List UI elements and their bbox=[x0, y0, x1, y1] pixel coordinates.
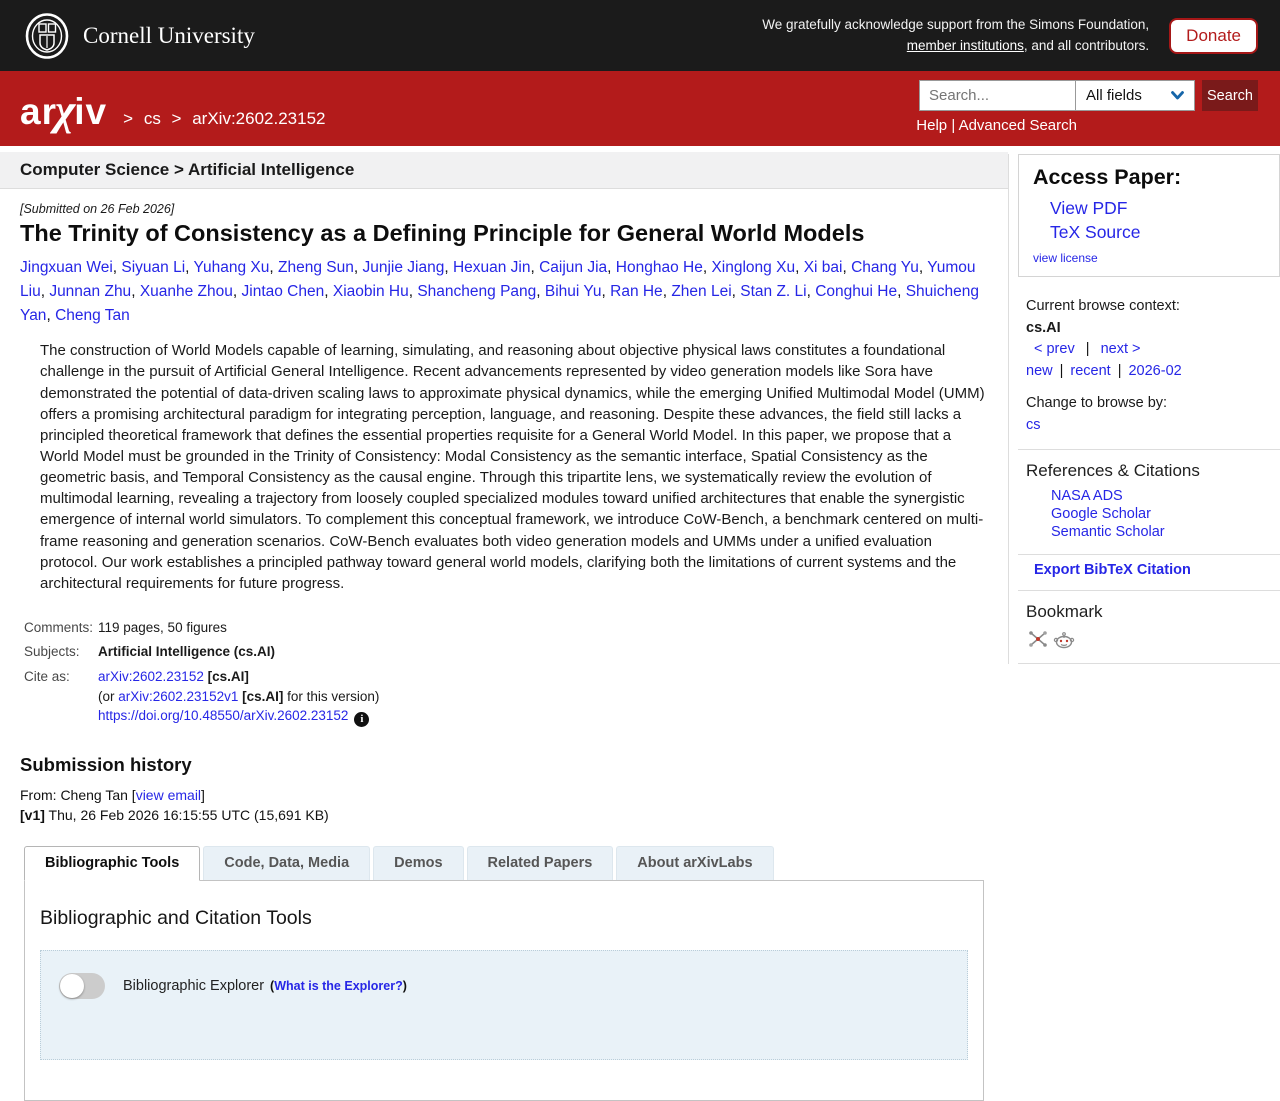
author-link[interactable]: Conghui He bbox=[815, 283, 898, 301]
tab-bibliographic-tools[interactable]: Bibliographic Tools bbox=[24, 846, 200, 881]
what-is-explorer-link[interactable]: What is the Explorer? bbox=[274, 978, 403, 993]
author-link[interactable]: Jingxuan Wei bbox=[20, 259, 113, 277]
arxivlabs-section bbox=[24, 846, 984, 1101]
author-link[interactable]: Caijun Jia bbox=[539, 259, 608, 277]
author-link[interactable]: Ran He bbox=[610, 283, 663, 301]
browse-cs-link[interactable]: cs bbox=[1026, 416, 1041, 433]
author-link[interactable]: Zhen Lei bbox=[671, 283, 732, 301]
table-row bbox=[24, 616, 379, 641]
submission-history bbox=[20, 754, 988, 826]
author-link[interactable]: Shuicheng Yan bbox=[20, 283, 979, 325]
references-citations-section bbox=[1018, 450, 1280, 555]
explorer-label: Bibliographic Explorer bbox=[123, 977, 265, 994]
author-link[interactable]: Stan Z. Li bbox=[740, 283, 807, 301]
labs-tab-bar bbox=[24, 846, 984, 880]
labs-panel-heading: Bibliographic and Citation Tools bbox=[40, 906, 312, 929]
author-link[interactable]: Yumou Liu bbox=[20, 259, 976, 301]
toggle-knob bbox=[60, 974, 84, 998]
new-link[interactable]: new bbox=[1026, 362, 1053, 379]
search-scope-select[interactable]: All fields bbox=[1076, 80, 1195, 111]
export-bibtex-link[interactable]: Export BibTeX Citation bbox=[1034, 562, 1191, 579]
view-license-link[interactable]: view license bbox=[1033, 251, 1098, 265]
view-pdf-link[interactable]: View PDF bbox=[1050, 198, 1128, 218]
search-input[interactable] bbox=[919, 80, 1076, 111]
breadcrumb-cs-link[interactable]: cs bbox=[143, 109, 161, 128]
submitter-line: From: Cheng Tan [view email] bbox=[20, 787, 205, 804]
sidebar bbox=[1008, 152, 1280, 1101]
subjects-value: Artificial Intelligence (cs.AI) bbox=[98, 644, 276, 660]
month-link[interactable]: 2026-02 bbox=[1128, 362, 1182, 379]
info-icon[interactable] bbox=[354, 712, 369, 727]
explorer-help-note: (What is the Explorer?) bbox=[270, 978, 407, 993]
page-title: The Trinity of Consistency as a Defining Principle for General World Models bbox=[20, 220, 865, 246]
next-link[interactable]: next > bbox=[1100, 341, 1141, 358]
table-row bbox=[24, 640, 379, 665]
chevron-down-icon bbox=[1171, 91, 1184, 100]
author-link[interactable]: Shancheng Pang bbox=[417, 283, 537, 301]
author-link[interactable]: Junjie Jiang bbox=[362, 259, 445, 277]
breadcrumb-paper-link[interactable]: arXiv:2602.23152 bbox=[192, 109, 326, 128]
author-link[interactable]: Honghao He bbox=[615, 259, 703, 277]
bibliographic-explorer-toggle[interactable] bbox=[59, 973, 105, 999]
author-link[interactable]: Junnan Zhu bbox=[49, 283, 132, 301]
help-link[interactable]: Help bbox=[916, 117, 948, 134]
site-header bbox=[0, 0, 1280, 71]
view-email-link[interactable]: view email bbox=[135, 787, 202, 804]
submission-history-heading: Submission history bbox=[20, 754, 192, 776]
browse-context-section: Current browse context: cs.AI < prev | next > new | recent | 2026-02 bbox=[1018, 288, 1280, 385]
access-paper-heading: Access Paper: bbox=[1033, 165, 1182, 189]
abstract-text: The construction of World Models capable of learning, simulating, and reasoning about objective physical laws constitutes a foundational challenge in the pursuit of Artificial General Intelligence. Recent advancements represented by video generation models like Sora have demonstrated the potential of data-driven scaling laws to approximate physical dynamics, while the emerging Unified Multimodal Model (UMM) offers a promising architectural paradigm for integrating perception, language, and reasoning. Despite these advances, the field still lacks a principled theoretical framework that defines the essential properties requisite for a General World Model. In this paper, we propose that a World Model must be grounded in the Trinity of Consistency: Modal Consistency as the semantic interface, Spatial Consistency as the geometric basis, and Temporal Consistency as the causal engine. Through this tripartite lens, we systematically review the evolution of multimodal learning, revealing a trajectory from loosely coupled specialized modules toward unified architectures that enable the synergistic emergence of internal world simulators. To complement this conceptual framework, we introduce CoW-Bench, a benchmark centered on multi-frame reasoning and generation scenarios. CoW-Bench evaluates both video generation models and UMMs under a unified evaluation protocol. Our work establishes a principled pathway toward general world models, clarifying both the limitations of current systems and the architectural requirements for future progress. bbox=[40, 342, 985, 592]
semantic-scholar-link[interactable]: Semantic Scholar bbox=[1051, 524, 1165, 541]
dateline: [Submitted on 26 Feb 2026] bbox=[20, 202, 175, 216]
comments-label: Comments: bbox=[24, 619, 94, 635]
references-heading: References & Citations bbox=[1026, 461, 1200, 481]
author-link[interactable]: Jintao Chen bbox=[241, 283, 325, 301]
labs-tab-panel bbox=[24, 880, 984, 1101]
cornell-wordmark: Cornell University bbox=[83, 22, 255, 48]
author-link[interactable]: Xiaobin Hu bbox=[332, 283, 409, 301]
metadata-table bbox=[24, 616, 379, 730]
cornell-logo[interactable] bbox=[24, 13, 255, 59]
author-link[interactable]: Zheng Sun bbox=[277, 259, 354, 277]
cite-arxiv-link[interactable]: arXiv:2602.23152 bbox=[98, 669, 204, 685]
bibliographic-explorer-row bbox=[40, 950, 968, 1060]
author-link[interactable]: Cheng Tan bbox=[55, 307, 130, 325]
arxiv-logo[interactable]: arχiv bbox=[20, 86, 108, 134]
author-link[interactable]: Yuhang Xu bbox=[193, 259, 270, 277]
version-line: [v1] Thu, 26 Feb 2026 16:15:55 UTC (15,691 KB) bbox=[20, 807, 329, 824]
comments-value: 119 pages, 50 figures bbox=[98, 619, 227, 635]
breadcrumb: > cs > arXiv:2602.23152 bbox=[123, 109, 326, 128]
cite-version-link[interactable]: arXiv:2602.23152v1 bbox=[118, 688, 239, 704]
author-link[interactable]: Siyuan Li bbox=[121, 259, 186, 277]
author-link[interactable]: Xinglong Xu bbox=[711, 259, 796, 277]
browse-context-label: Current browse context: bbox=[1026, 298, 1180, 314]
advanced-search-link[interactable]: Advanced Search bbox=[958, 117, 1077, 134]
table-row bbox=[24, 665, 379, 730]
article-column bbox=[0, 152, 1008, 1101]
subject-breadcrumb: Computer Science > Artificial Intelligence bbox=[0, 152, 1008, 189]
donate-button[interactable]: Donate bbox=[1169, 18, 1258, 54]
author-link[interactable]: Chang Yu bbox=[851, 259, 919, 277]
nasa-ads-link[interactable]: NASA ADS bbox=[1051, 488, 1123, 505]
tab-demos[interactable]: Demos bbox=[373, 846, 463, 880]
reddit-icon[interactable] bbox=[1053, 629, 1075, 649]
member-institutions-link[interactable]: member institutions bbox=[906, 37, 1024, 53]
search-button[interactable]: Search bbox=[1202, 80, 1258, 111]
tab-related-papers[interactable]: Related Papers bbox=[467, 846, 614, 880]
change-browse-label: Change to browse by: bbox=[1026, 395, 1168, 412]
cite-as-value: arXiv:2602.23152 [cs.AI] (or arXiv:2602.23152v1 [cs.AI] for this version) https://doi.org/10.48550/arXiv.2602.23152i bbox=[98, 665, 379, 730]
cornell-seal-icon bbox=[24, 13, 70, 59]
access-paper-box bbox=[1018, 154, 1280, 277]
author-link[interactable]: Hexuan Jin bbox=[452, 259, 531, 277]
author-list: Jingxuan Wei, Siyuan Li, Yuhang Xu, Zheng Sun, Junjie Jiang, Hexuan Jin, Caijun Jia, Honghao He, Xinglong Xu, Xi bai, Chang Yu, Yumou Liu, Junnan Zhu, Xuanhe Zhou, Jintao Chen, Xiaobin Hu, Shancheng Pang, Bihui Yu, Ran He, Zhen Lei, Stan Z. Li, Conghui He, Shuicheng Yan, Cheng Tan bbox=[20, 259, 979, 325]
author-link[interactable]: Xuanhe Zhou bbox=[139, 283, 233, 301]
tab-about-arxivlabs[interactable]: About arXivLabs bbox=[616, 846, 773, 880]
tab-code-data-media[interactable]: Code, Data, Media bbox=[203, 846, 370, 880]
author-link[interactable]: Xi bai bbox=[803, 259, 843, 277]
bibsonomy-icon[interactable] bbox=[1028, 629, 1048, 649]
change-browse-section bbox=[1018, 385, 1280, 450]
subjects-label: Subjects: bbox=[24, 644, 80, 660]
google-scholar-link[interactable]: Google Scholar bbox=[1051, 506, 1151, 523]
doi-link[interactable]: https://doi.org/10.48550/arXiv.2602.23152 bbox=[98, 708, 349, 724]
recent-link[interactable]: recent bbox=[1070, 362, 1111, 379]
cite-as-label: Cite as: bbox=[24, 669, 70, 685]
bookmark-heading: Bookmark bbox=[1026, 602, 1103, 622]
support-acknowledgement: We gratefully acknowledge support from the Simons Foundation, member institutions, and all contributors. bbox=[762, 17, 1150, 53]
tex-source-link[interactable]: TeX Source bbox=[1050, 222, 1141, 242]
browse-context-value: cs.AI bbox=[1026, 319, 1061, 336]
export-bibtex-section bbox=[1018, 555, 1280, 591]
author-link[interactable]: Bihui Yu bbox=[544, 283, 602, 301]
bookmark-section bbox=[1018, 591, 1280, 664]
arxiv-chi-glyph: χ bbox=[54, 86, 77, 134]
prev-link[interactable]: < prev bbox=[1034, 341, 1075, 358]
arxiv-banner: arχiv > cs > arXiv:2602.23152 Search... All fields Search Help | Advanced Search bbox=[0, 71, 1280, 146]
